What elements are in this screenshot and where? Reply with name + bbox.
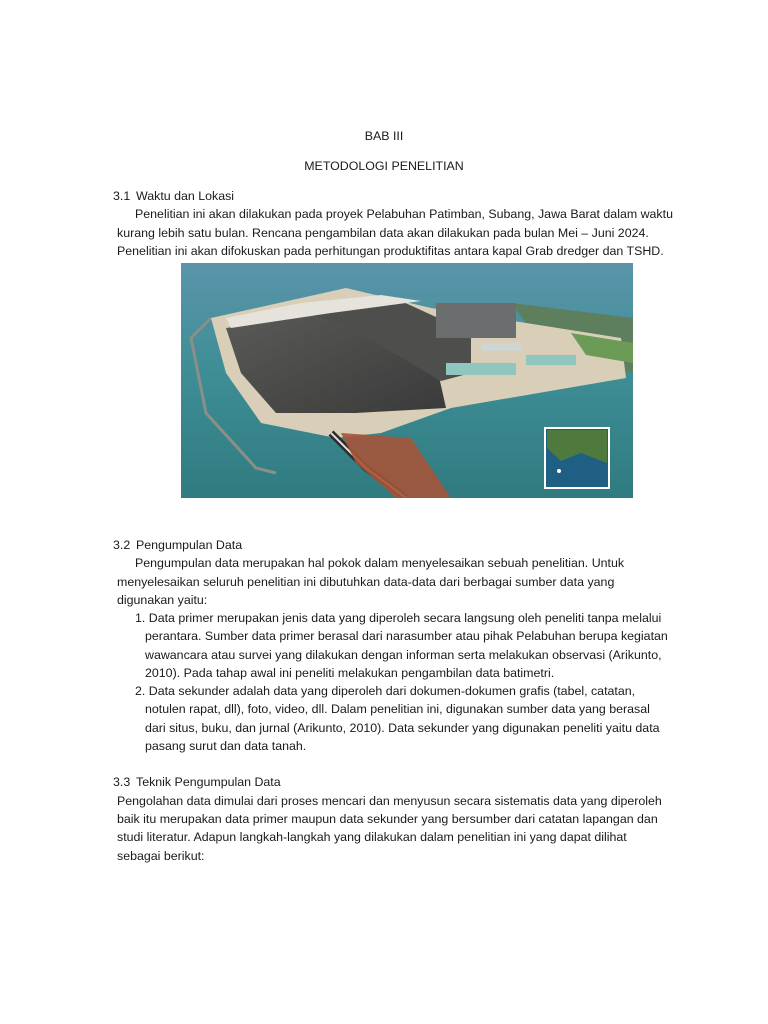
paragraph-line: Pengumpulan data merupakan hal pokok dalam menyelesaikan sebuah penelitian. Untuk [135, 556, 625, 570]
paragraph-line: baik itu merupakan data primer maupun data sekunder yang bersumber dari catatan lapangan dan [117, 812, 658, 826]
section-number: 3.2 [113, 538, 131, 552]
list-item-line: 2010). Pada tahap awal ini peneliti melakukan pengambilan data batimetri. [145, 666, 555, 680]
paragraph-line: digunakan yaitu: [117, 593, 208, 607]
paragraph-line: Penelitian ini akan dilakukan pada proyek Pelabuhan Patimban, Subang, Jawa Barat dalam waktu [135, 207, 673, 221]
paragraph-line: Penelitian ini akan difokuskan pada perhitungan produktifitas antara kapal Grab dredger dan TSHD. [117, 244, 664, 258]
paragraph-line: Pengolahan data dimulai dari proses mencari dan menyusun secara sistematis data yang diperoleh [117, 794, 662, 808]
list-item-line: 2. Data sekunder adalah data yang diperoleh dari dokumen-dokumen grafis (tabel, catatan, [135, 684, 636, 698]
list-item-line: pasang surut dan data tanah. [145, 739, 307, 753]
list-item-line: notulen rapat, dll), foto, video, dll. Dalam penelitian ini, digunakan sumber data yang berasal [145, 702, 650, 716]
list-item-line: wawancara atau survei yang dilakukan dengan informan serta melakukan observasi (Arikunto, [145, 648, 662, 662]
section-heading: Pengumpulan Data [136, 538, 243, 552]
list-item-line: dari situs, buku, dan jurnal (Arikunto, 2010). Data sekunder yang digunakan peneliti yaitu data [145, 721, 660, 735]
section-heading: Teknik Pengumpulan Data [136, 775, 281, 789]
aerial-port-photo [181, 263, 633, 498]
paragraph-line: kurang lebih satu bulan. Rencana pengambilan data akan dilakukan pada bulan Mei – Juni 2024. [117, 226, 649, 240]
paragraph-line: menyelesaikan seluruh penelitian ini dibutuhkan data-data dari berbagai sumber data yang [117, 575, 615, 589]
paragraph-line: sebagai berikut: [117, 849, 205, 863]
list-item-line: 1. Data primer merupakan jenis data yang diperoleh secara langsung oleh peneliti tanpa melalui [135, 611, 662, 625]
paragraph-line: studi literatur. Adapun langkah-langkah yang dilakukan dalam penelitian ini yang dapat dilihat [117, 830, 627, 844]
section-heading: Waktu dan Lokasi [136, 189, 235, 203]
chapter-title: BAB III [364, 129, 404, 143]
list-item-line: perantara. Sumber data primer berasal dari narasumber atau pihak Pelabuhan berupa kegiatan [145, 629, 668, 643]
chapter-subtitle: METODOLOGI PENELITIAN [304, 159, 464, 173]
section-number: 3.3 [113, 775, 131, 789]
section-number: 3.1 [113, 189, 131, 203]
